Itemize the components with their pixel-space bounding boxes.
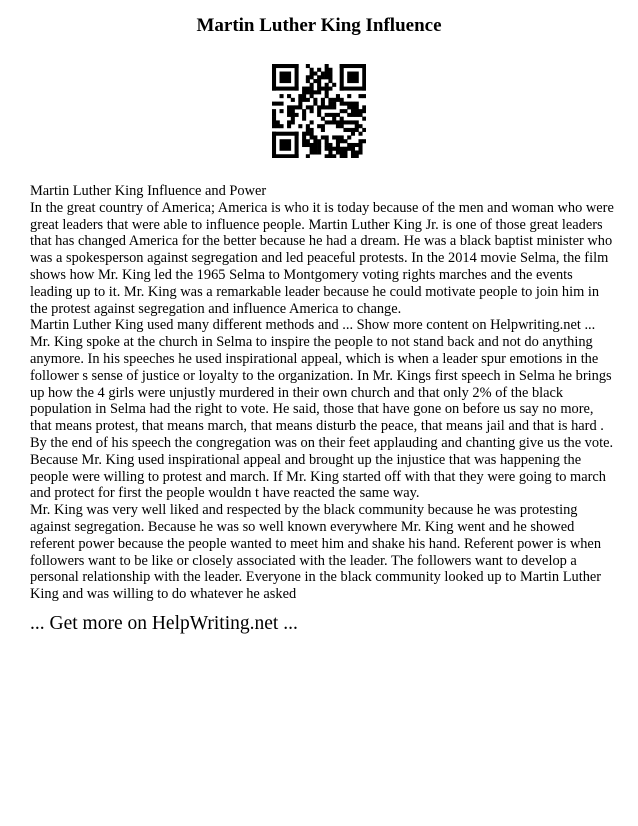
qr-code-icon (272, 64, 366, 158)
paragraph: In the great country of America; America is who it is today because of the men and woman who were great leaders that were able to influence people. Martin Luther King Jr. is one of those great leaders that has changed America for the better because he had a dream. He was a black baptist minister who was a spokesperson against segregation and led peaceful protests. In the 2014 movie Selma, the film shows how Mr. King led the 1965 Selma to Montgomery voting rights marches and the events leading up to it. Mr. King was a remarkable leader because he could motivate people to join him in the protest against segregation and influence America to change. (30, 199, 614, 317)
paragraph: Mr. King was very well liked and respected by the black community because he was protesting against segregation. Because he was so well known everywhere Mr. King went and he showed referent power because the people wanted to meet him and shake his hand. Referent power is when followers want to be like or closely associated with the leader. The followers want to develop a personal relationship with the leader. Everyone in the black community looked up to Martin Luther King and was willing to do whatever he asked (30, 502, 602, 603)
page-title: Martin Luther King Influence (196, 15, 442, 36)
document-body (30, 183, 615, 603)
paragraph: Martin Luther King used many different methods and ... Show more content on Helpwriting.net ... (30, 317, 596, 334)
paragraph: Mr. King spoke at the church in Selma to inspire the people to not stand back and not do anything anymore. In his speeches he used inspirational appeal, which is when a leader spur emotions in the follower s sense of justice or loyalty to the organization. In Mr. Kings first speech in Selma he brings up how the 4 girls were unjustly murdered in their own church and that only 2% of the black population in Selma had the right to vote. He said, those that have gone on before us say no more, that means protest, that means march, that means disturb the peace, that means jail and that is hard . By the end of his speech the congregation was on their feet applauding and chanting give us the vote. Because Mr. King used inspirational appeal and brought up the injustice that was happening the people were willing to protest and march. If Mr. King started off with that they were going to march and protect for first the people wouldn t have reacted the same way. (30, 334, 614, 502)
paragraph-heading: Martin Luther King Influence and Power (30, 183, 267, 199)
get-more-link[interactable]: ... Get more on HelpWriting.net ... (30, 613, 298, 634)
